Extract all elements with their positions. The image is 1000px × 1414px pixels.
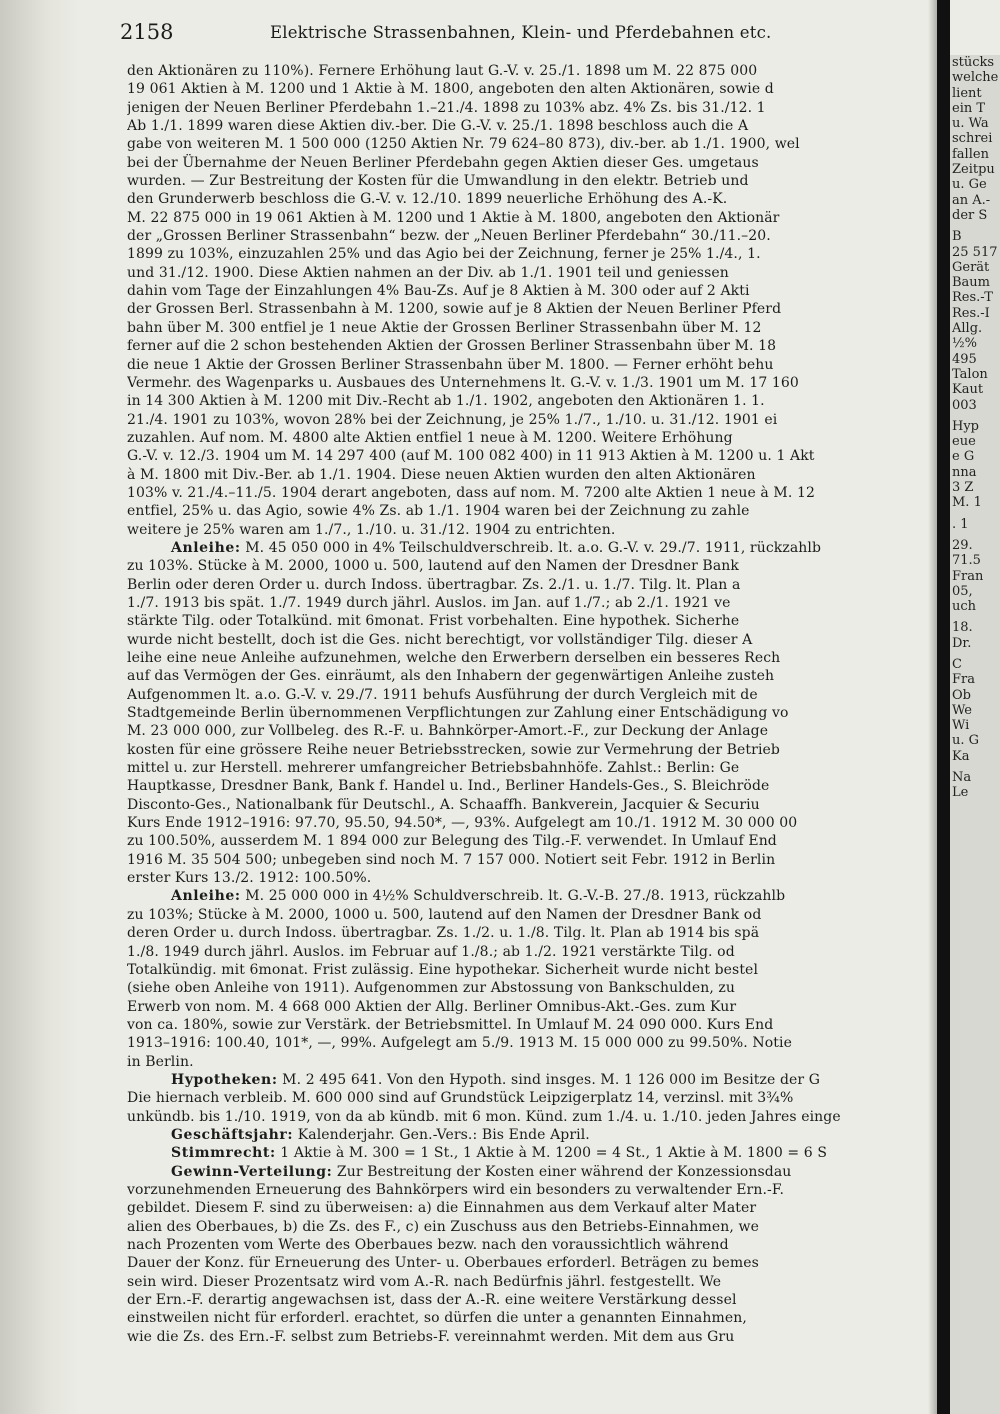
- text-line: Stimmrecht: 1 Aktie à M. 300 = 1 St., 1 Aktie à M. 1200 = 4 St., 1 Aktie à M. 1800 = 6 S: [171, 1145, 828, 1162]
- text-line: Dauer der Konz. für Erneuerung des Unter- u. Oberbaues erforderl. Beträgen zu bemes: [127, 1255, 759, 1272]
- adjacent-page-fragment: der S: [952, 207, 988, 223]
- text-line: Aufgenommen lt. a.o. G.-V. v. 29./7. 1911 behufs Ausführung der durch Vergleich mit de: [127, 686, 758, 703]
- text-line: leihe eine neue Anleihe aufzunehmen, welche den Erwerbern derselben ein besseres Rech: [127, 650, 781, 666]
- adjacent-page-fragment: 18.: [952, 620, 973, 636]
- adjacent-page-fragment: Kaut: [952, 382, 984, 398]
- text-line: der „Grossen Berliner Strassenbahn“ bezw. der „Neuen Berliner Pferdebahn“ 30./11.–20.: [127, 228, 771, 245]
- adjacent-page-fragment: Hyp: [952, 418, 980, 434]
- adjacent-page-fragment: Dr.: [952, 635, 972, 651]
- adjacent-page-fragment: uch: [952, 599, 977, 615]
- text-line: 1899 zu 103%, einzuzahlen 25% und das Agio bei der Zeichnung, ferner je 25% 1./4., 1.: [127, 246, 761, 263]
- page-number: 2158: [120, 20, 174, 44]
- adjacent-page-fragment: M. 1: [952, 495, 982, 511]
- running-title: Elektrische Strassenbahnen, Klein- und Pferdebahnen etc.: [270, 23, 772, 42]
- adjacent-page-fragment: Ka: [952, 748, 970, 764]
- text-line: vorzunehmenden Erneuerung des Bahnkörpers wird ein besonders zu verwaltender Ern.-F.: [127, 1181, 785, 1198]
- adjacent-page-fragment: ½%: [952, 336, 977, 352]
- text-line: wurden. — Zur Bestreitung der Kosten für die Umwandlung in den elektr. Betrieb und: [127, 173, 749, 190]
- text-line: einstweilen nicht für erforderl. erachtet, so dürfen die unter a genannten Einnahmen,: [127, 1310, 747, 1327]
- adjacent-page-fragment: ein T: [952, 100, 986, 116]
- text-line: M. 22 875 000 in 19 061 Aktien à M. 1200 und 1 Aktie à M. 1800, angeboten den Aktionär: [127, 209, 780, 226]
- text-line: Stadtgemeinde Berlin übernommenen Verpflichtungen zur Zahlung einer Entschädigung vo: [127, 705, 789, 722]
- text-line: Erwerb von nom. M. 4 668 000 Aktien der Allg. Berliner Omnibus-Akt.-Ges. zum Kur: [127, 998, 737, 1015]
- text-line: 1./8. 1949 durch jährl. Auslos. im Februar auf 1./8.; ab 1./2. 1921 verstärkte Tilg. od: [127, 943, 735, 960]
- adjacent-page-fragment: Wi: [952, 718, 970, 734]
- text-line: erster Kurs 13./2. 1912: 100.50%.: [127, 870, 372, 887]
- text-line: wurde nicht bestellt, doch ist die Ges. nicht berechtigt, vor vollständiger Tilg. dieser A: [127, 631, 753, 648]
- page-fold-edge: [937, 0, 950, 1414]
- adjacent-page-fragment: 3 Z: [952, 480, 974, 496]
- adjacent-page-fragment: nna: [952, 464, 977, 480]
- text-line: bahn über M. 300 entfiel je 1 neue Aktie der Grossen Berliner Strassenbahn über M. 12: [127, 319, 762, 336]
- adjacent-page-fragment: 71.5: [952, 553, 981, 569]
- adjacent-page-fragment: eue: [952, 434, 976, 450]
- text-line: mittel u. zur Herstell. mehrerer umfangreicher Betriebsbahnhöfe. Zahlst.: Berlin: Ge: [127, 760, 740, 777]
- text-line: à M. 1800 mit Div.-Ber. ab 1./1. 1904. Diese neuen Aktien wurden den alten Aktionären: [127, 466, 756, 483]
- text-line: wie die Zs. des Ern.-F. selbst zum Betriebs-F. vereinnahmt werden. Mit dem aus Gru: [127, 1328, 735, 1345]
- text-line: Kurs Ende 1912–1916: 97.70, 95.50, 94.50*, —, 93%. Aufgelegt am 10./1. 1912 M. 30 000 00: [127, 815, 798, 832]
- adjacent-page-fragment: stücks: [952, 55, 995, 70]
- adjacent-page-fragment: u. G: [952, 733, 980, 749]
- adjacent-page-fragment: Allg.: [952, 321, 983, 337]
- text-line: nach Prozenten vom Werte des Oberbaues bezw. nach den voraussichtlich während: [127, 1237, 729, 1253]
- text-line: 1./7. 1913 bis spät. 1./7. 1949 durch jährl. Auslos. im Jan. auf 1./7.; ab 2./1. 1921 ve: [127, 594, 731, 611]
- adjacent-page-fragment: Res.-I: [952, 305, 990, 321]
- adjacent-page-fragment: lient: [952, 85, 982, 101]
- text-line: der Ern.-F. derartig angewachsen ist, dass der A.-R. eine weitere Verstärkung dessel: [127, 1292, 737, 1309]
- adjacent-page-fragment: Talon: [952, 366, 988, 382]
- adjacent-page-fragment: schrei: [952, 131, 993, 147]
- text-line: zu 100.50%, ausserdem M. 1 894 000 zur Belegung des Tilg.-F. verwendet. In Umlauf End: [127, 833, 777, 850]
- text-line: der Grossen Berl. Strassenbahn à M. 1200, sowie auf je 8 Aktien der Neuen Berliner Pferd: [127, 301, 782, 318]
- adjacent-page-fragment: 25 517: [952, 244, 998, 260]
- text-line: 19 061 Aktien à M. 1200 und 1 Aktie à M. 1800, angeboten den alten Aktionären, sowie d: [127, 81, 774, 98]
- text-line: den Aktionären zu 110%). Fernere Erhöhung laut G.-V. v. 25./1. 1898 um M. 22 875 000: [127, 63, 758, 79]
- main-text-column: [127, 62, 935, 1410]
- text-line: entfiel, 25% u. das Agio, sowie 4% Zs. ab 1./1. 1904 waren bei der Zeichnung zu zahle: [127, 503, 750, 520]
- section-heading: Gewinn-Verteilung:: [171, 1163, 333, 1180]
- adjacent-page-fragment: u. Wa: [952, 116, 989, 132]
- adjacent-page-fragment: Zeitpu: [952, 162, 995, 178]
- text-line: Ab 1./1. 1899 waren diese Aktien div.-ber. Die G.-V. v. 25./1. 1898 beschloss auch die A: [127, 118, 749, 135]
- adjacent-page-fragment: Gerät: [952, 259, 990, 275]
- adjacent-page-fragment: C: [952, 656, 962, 672]
- text-line: gebildet. Diesem F. sind zu überweisen: a) die Einnahmen aus dem Verkauf alter Mater: [127, 1200, 757, 1217]
- adjacent-page-fragment: u. Ge: [952, 177, 987, 193]
- adjacent-page-fragment: . 1: [952, 516, 969, 532]
- text-line: weitere je 25% waren am 1./7., 1./10. u. 31./12. 1904 zu entrichten.: [127, 521, 616, 538]
- text-line: und 31./12. 1900. Diese Aktien nahmen an der Div. ab 1./1. 1901 teil und geniessen: [127, 264, 729, 281]
- text-line: Disconto-Ges., Nationalbank für Deutschl., A. Schaaffh. Bankverein, Jacquier & Securiu: [127, 796, 760, 813]
- text-line: zuzahlen. Auf nom. M. 4800 alte Aktien entfiel 1 neue à M. 1200. Weitere Erhöhung: [127, 429, 733, 446]
- text-line: Vermehr. des Wagenparks u. Ausbaues des Unternehmens lt. G.-V. v. 1./3. 1901 um M. 17 160: [127, 374, 799, 391]
- section-heading: Anleihe:: [171, 539, 241, 556]
- text-line: Anleihe: M. 45 050 000 in 4% Teilschuldverschreib. lt. a.o. G.-V. v. 29./7. 1911, rückzahlb: [171, 539, 822, 556]
- text-line: (siehe oben Anleihe von 1911). Aufgenommen zur Abstossung von Bankschulden, zu: [127, 980, 736, 997]
- text-line: dahin vom Tage der Einzahlungen 4% Bau-Zs. Auf je 8 Aktien à M. 300 oder auf 2 Akti: [127, 283, 750, 300]
- text-line: 103% v. 21./4.–11./5. 1904 derart angeboten, dass auf nom. M. 7200 alte Aktien 1 neue à M. 12: [127, 484, 815, 501]
- text-line: alien des Oberbaues, b) die Zs. des F., c) ein Zuschuss aus den Betriebs-Einnahmen, we: [127, 1218, 759, 1235]
- text-line: sein wird. Dieser Prozentsatz wird vom A.-R. nach Bedürfnis jährl. festgestellt. We: [127, 1273, 722, 1290]
- adjacent-page-fragment: fallen: [952, 146, 989, 162]
- text-line: 1913–1916: 100.40, 101*, —, 99%. Aufgelegt am 5./9. 1913 M. 15 000 000 zu 99.50%. Notie: [127, 1035, 792, 1052]
- text-line: zu 103%. Stücke à M. 2000, 1000 u. 500, lautend auf den Namen der Dresdner Bank: [127, 558, 739, 575]
- text-line: Hypotheken: M. 2 495 641. Von den Hypoth. sind insges. M. 1 126 000 im Besitze der G: [171, 1071, 821, 1088]
- text-line: Berlin oder deren Order u. durch Indoss. übertragbar. Zs. 2./1. u. 1./7. Tilg. lt. Plan a: [127, 576, 741, 593]
- adjacent-page-fragment: Na: [952, 770, 972, 786]
- text-line: Totalkündig. mit 6monat. Frist zulässig. Eine hypothekar. Sicherheit wurde nicht bestel: [127, 961, 759, 978]
- text-line: zu 103%; Stücke à M. 2000, 1000 u. 500, lautend auf den Namen der Dresdner Bank od: [127, 906, 762, 923]
- text-line: jenigen der Neuen Berliner Pferdebahn 1.–21./4. 1898 zu 103% abz. 4% Zs. bis 31./12. 1: [127, 99, 766, 116]
- text-line: 1916 M. 35 504 500; unbegeben sind noch M. 7 157 000. Notiert seit Febr. 1912 in Berlin: [127, 851, 776, 868]
- text-line: in Berlin.: [127, 1053, 194, 1070]
- text-line: kosten für eine grössere Reihe neuer Betriebsstrecken, sowie zur Vermehrung der Betrieb: [127, 741, 780, 758]
- text-line: den Grunderwerb beschloss die G.-V. v. 12./10. 1899 neuerliche Erhöhung des A.-K.: [127, 191, 728, 208]
- section-heading: Geschäftsjahr:: [171, 1126, 294, 1143]
- adjacent-page-fragment: Le: [952, 785, 969, 801]
- adjacent-page-fragment: an A.-: [952, 192, 991, 208]
- scan-gutter: [0, 0, 80, 1414]
- adjacent-page-fragment: 003: [952, 397, 977, 413]
- text-line: deren Order u. durch Indoss. übertragbar. Zs. 1./2. u. 1./8. Tilg. lt. Plan ab 1914 bis spä: [127, 925, 760, 942]
- text-line: bei der Übernahme der Neuen Berliner Pferdebahn gegen Aktien dieser Ges. umgetaus: [127, 154, 759, 171]
- page-header: [120, 20, 940, 50]
- adjacent-page-fragment: 05,: [952, 583, 973, 599]
- text-line: Geschäftsjahr: Kalenderjahr. Gen.-Vers.: Bis Ende April.: [171, 1126, 590, 1143]
- text-line: von ca. 180%, sowie zur Verstärk. der Betriebsmittel. In Umlauf M. 24 090 000. Kurs End: [127, 1016, 774, 1033]
- text-line: auf das Vermögen der Ges. einräumt, als den Inhabern der gegenwärtigen Anleihe zusteh: [127, 668, 775, 685]
- text-line: M. 23 000 000, zur Vollbeleg. des R.-F. u. Bahnkörper-Amort.-F., zur Deckung der Anlage: [127, 723, 769, 740]
- text-line: Anleihe: M. 25 000 000 in 4½% Schuldverschreib. lt. G.-V.-B. 27./8. 1913, rückzahlb: [171, 888, 786, 905]
- text-line: ferner auf die 2 schon bestehenden Aktien der Grossen Berliner Strassenbahn über M. 18: [127, 338, 777, 355]
- text-line: Die hiernach verbleib. M. 600 000 sind auf Grundstück Leipzigerplatz 14, verzinsl. mit 3¾%: [127, 1090, 794, 1107]
- text-line: in 14 300 Aktien à M. 1200 mit Div.-Recht ab 1./1. 1902, angeboten den Aktionären 1. 1.: [127, 393, 765, 410]
- adjacent-page-fragment: 29.: [952, 537, 973, 553]
- adjacent-page-fragment: welche: [952, 70, 999, 86]
- text-line: gabe von weiteren M. 1 500 000 (1250 Aktien Nr. 79 624–80 873), div.-ber. ab 1./1. 1900, wel: [127, 136, 800, 153]
- text-line: Gewinn-Verteilung: Zur Bestreitung der Kosten einer während der Konzessionsdau: [171, 1163, 792, 1180]
- section-heading: Anleihe:: [171, 888, 241, 905]
- text-line: G.-V. v. 12./3. 1904 um M. 14 297 400 (auf M. 100 082 400) in 11 913 Aktien à M. 1200 u. 1 Akt: [127, 448, 815, 465]
- adjacent-page-fragment: Baum: [952, 275, 991, 291]
- adjacent-page-strip: [950, 55, 1000, 1414]
- text-line: Hauptkasse, Dresdner Bank, Bank f. Handel u. Ind., Berliner Handels-Ges., S. Bleichröde: [127, 778, 770, 795]
- adjacent-page-fragment: We: [952, 702, 972, 718]
- text-line: die neue 1 Aktie der Grossen Berliner Strassenbahn über M. 1800. — Ferner erhöht behu: [127, 356, 774, 373]
- adjacent-page-fragment: e G: [952, 449, 975, 465]
- adjacent-page-fragment: Fra: [952, 672, 975, 688]
- adjacent-page-fragment: Ob: [952, 687, 971, 703]
- text-line: 21./4. 1901 zu 103%, wovon 28% bei der Zeichnung, je 25% 1./7., 1./10. u. 31./12. 1901 ei: [127, 411, 778, 428]
- adjacent-page-fragment: Res.-T: [952, 290, 993, 306]
- adjacent-page-fragment: Fran: [952, 568, 984, 584]
- section-heading: Hypotheken:: [171, 1071, 278, 1088]
- text-line: unkündb. bis 1./10. 1919, von da ab kündb. mit 6 mon. Künd. zum 1./4. u. 1./10. jeden Jahres einge: [127, 1108, 841, 1125]
- adjacent-page-fragment: 495: [952, 351, 977, 367]
- text-line: stärkte Tilg. oder Totalkünd. mit 6monat. Frist vorbehalten. Eine hypothek. Sicherhe: [127, 613, 740, 630]
- adjacent-page-fragment: B: [952, 229, 962, 245]
- section-heading: Stimmrecht:: [171, 1145, 276, 1162]
